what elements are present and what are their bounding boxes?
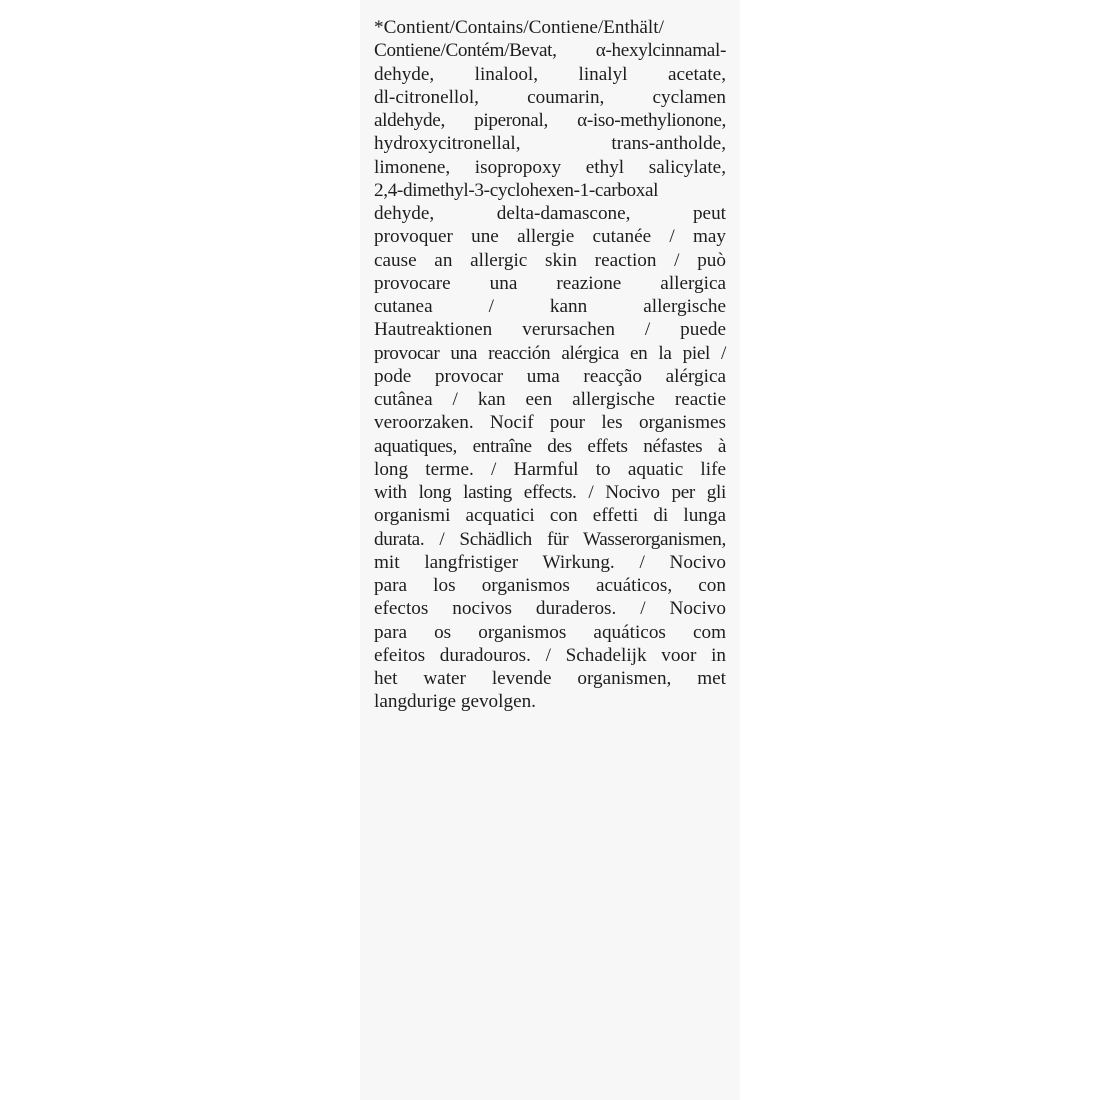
label-text-line: cutânea / kan een allergische reactie [374, 389, 726, 410]
label-text-line: cause an allergic skin reaction / può [374, 249, 726, 271]
label-text-line: mit langfristiger Wirkung. / Nocivo [374, 551, 726, 573]
label-text-line: para os organismos aquáticos com [374, 621, 726, 643]
label-text-line: hydroxycitronellal, trans-antholde, [374, 133, 726, 155]
allergen-warning-text [374, 16, 726, 714]
label-text-line: pode provocar uma reacção alérgica [374, 365, 726, 387]
label-text-line: organismi acquatici con effetti di lunga [374, 505, 726, 527]
label-text-line: Hautreaktionen verursachen / puede [374, 319, 726, 341]
label-text-line: aldehyde, piperonal, α-iso-methylionone, [374, 110, 726, 131]
label-text-line: durata. / Schädlich für Wasserorganismen, [374, 528, 726, 550]
label-text-line: Contiene/Contém/Bevat, α-hexylcinnamal- [374, 40, 726, 62]
label-text-line: het water levende organismen, met [374, 668, 726, 689]
label-text-line: aquatiques, entraîne des effets néfastes à [374, 435, 726, 457]
label-text-line: langdurige gevolgen. [374, 691, 536, 713]
label-text-line: provocar una reacción alérgica en la piel / [374, 342, 726, 364]
label-text-line: dl-citronellol, coumarin, cyclamen [374, 86, 726, 108]
label-text-line: veroorzaken. Nocif pour les organismes [374, 412, 726, 434]
label-text-line: *Contient/Contains/Contiene/Enthält/ [374, 17, 664, 38]
label-text-line: para los organismos acuáticos, con [374, 575, 726, 596]
label-text-line: with long lasting effects. / Nocivo per gli [374, 482, 726, 503]
label-text-line: dehyde, delta-damascone, peut [374, 203, 726, 224]
product-label-panel [360, 0, 740, 1100]
label-text-line: efectos nocivos duraderos. / Nocivo [374, 598, 726, 620]
label-text-line: efeitos duradouros. / Schadelijk voor in [374, 644, 726, 666]
label-text-line: provocare una reazione allergica [374, 272, 726, 294]
label-text-line: provoquer une allergie cutanée / may [374, 226, 726, 248]
label-text-line: limonene, isopropoxy ethyl salicylate, [374, 156, 726, 178]
label-text-line: dehyde, linalool, linalyl acetate, [374, 63, 726, 85]
label-text-line: cutanea / kann allergische [374, 296, 726, 317]
label-text-line: 2,4-dimethyl-3-cyclohexen-1-carboxal [374, 179, 659, 201]
label-text-line: long terme. / Harmful to aquatic life [374, 458, 726, 480]
